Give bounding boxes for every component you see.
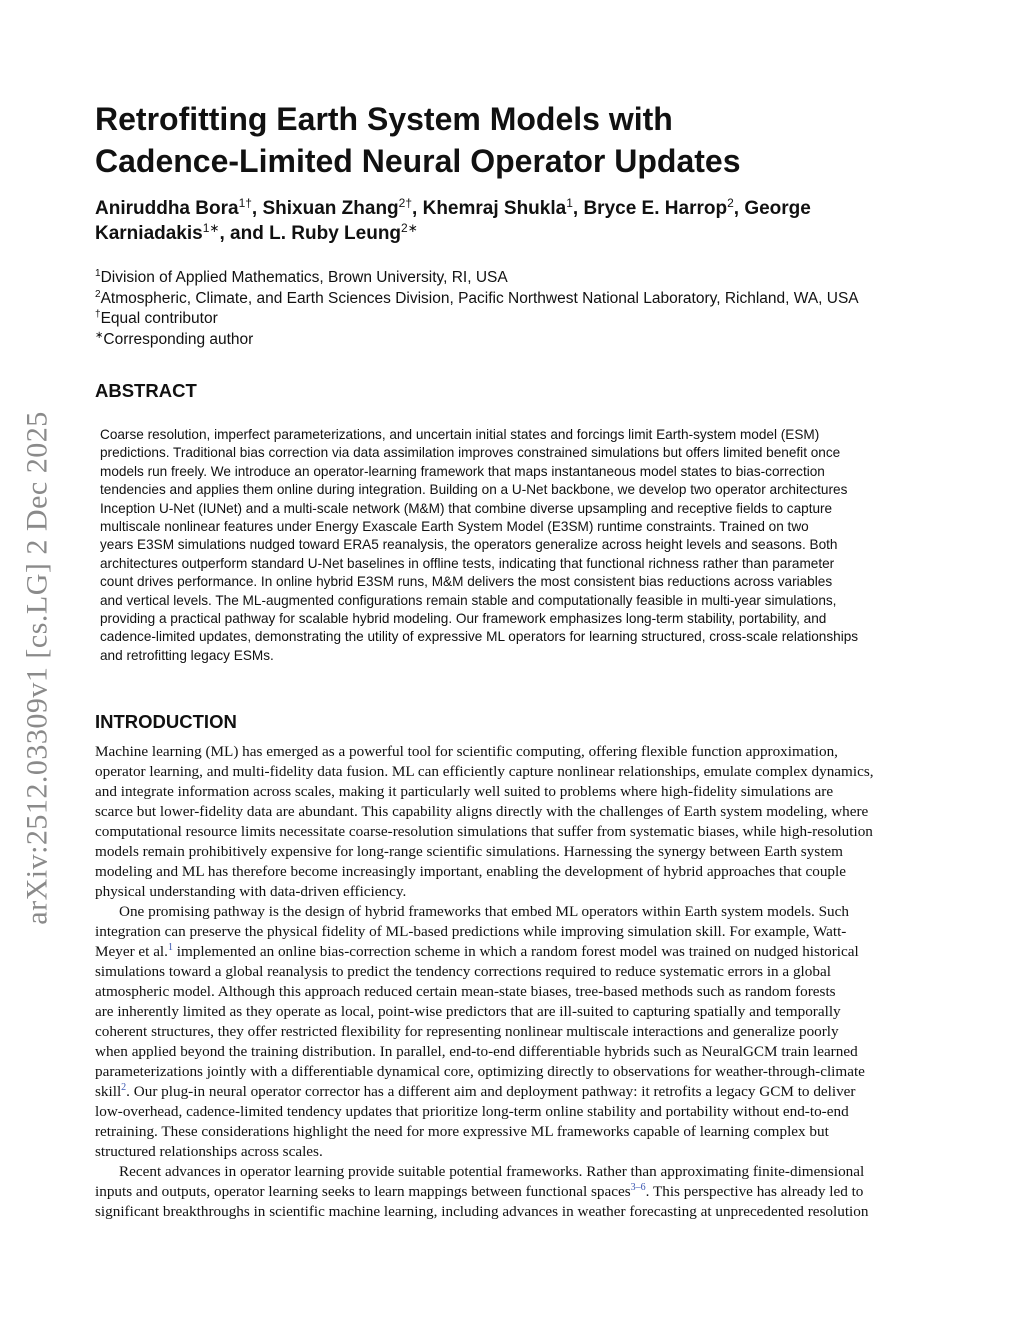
intro-paragraph-3 (95, 1162, 931, 1222)
abstract-line: providing a practical pathway for scalable hybrid modeling. Our framework emphasizes long-term stability, portability, and (100, 611, 827, 627)
affiliation-list (95, 268, 955, 350)
author-line-1 (95, 196, 935, 221)
intro-text: skill (95, 1083, 122, 1100)
arxiv-identifier: arXiv:2512.03309v1 [cs.LG] 2 Dec 2025 (21, 411, 54, 925)
abstract-heading: ABSTRACT (95, 380, 197, 401)
abstract-line: cadence-limited updates, demonstrating the utility of expressive ML operators for learning structured, cross-scale relationships (100, 629, 859, 645)
author-separator: , (412, 198, 423, 219)
abstract-line: count drives performance. In online hybrid E3SM runs, M&M delivers the most consistent bias reductions across variables (100, 574, 833, 590)
intro-line: operator learning, and multi-fidelity data fusion. ML can efficiently capture nonlinear relationships, emulate complex dynamics, (95, 763, 874, 780)
intro-line: One promising pathway is the design of hybrid frameworks that embed ML operators within Earth system models. Such (119, 903, 849, 920)
abstract-line: and retrofitting legacy ESMs. (100, 647, 274, 663)
author-line-2 (95, 221, 935, 246)
intro-paragraph-2 (95, 902, 931, 1162)
abstract-line: architectures outperform standard U-Net baselines in offline tests, indicating that functional richness rather than parameter (100, 555, 835, 571)
equal-contributor-note (95, 309, 955, 330)
author-affiliation-mark: 2 (727, 196, 734, 210)
affiliation-text: Division of Applied Mathematics, Brown University, RI, USA (100, 269, 508, 286)
intro-line (95, 942, 931, 962)
intro-line: scarce but lower-fidelity data are abundant. This capability aligns directly with the challenges of Earth system modeling, where (95, 803, 869, 820)
citation-link[interactable]: 1 (167, 942, 173, 953)
affiliation-2 (95, 289, 955, 310)
intro-line: when applied beyond the training distribution. In parallel, end-to-end differentiable hybrids such as NeuralGCM train learned (95, 1043, 858, 1060)
author-affiliation-mark: 1∗ (202, 221, 220, 235)
author-name: Bryce E. Harrop (583, 198, 728, 219)
citation-link[interactable]: 3–6 (630, 1182, 646, 1193)
intro-line: retraining. These considerations highlight the need for more expressive ML frameworks capable of learning complex but (95, 1123, 829, 1140)
intro-text: . This perspective has already led to (645, 1183, 864, 1200)
intro-line: coherent structures, they offer restricted flexibility for representing nonlinear multiscale interactions and generalize poorly (95, 1023, 839, 1040)
intro-line: structured relationships across scales. (95, 1143, 323, 1160)
affiliation-mark: † (95, 309, 101, 320)
abstract-line: predictions. Traditional bias correction via data assimilation improves constrained simulations but offers limited benefit once (100, 445, 841, 461)
intro-line: significant breakthroughs in scientific machine learning, including advances in weather forecasting at unprecedented resolution (95, 1203, 869, 1220)
intro-line: Machine learning (ML) has emerged as a powerful tool for scientific computing, offering flexible function approximation, (95, 743, 838, 760)
intro-paragraph-1 (95, 742, 931, 902)
intro-line: and integrate information across scales, making it particularly well suited to problems where high-fidelity simulations are (95, 783, 834, 800)
author-affiliation-mark: 1† (238, 196, 252, 210)
abstract-line: models run freely. We introduce an operator-learning framework that maps instantaneous model states to bias-correction (100, 463, 825, 479)
paper-title (95, 98, 915, 182)
author-name: Aniruddha Bora (95, 198, 239, 219)
affiliation-text: Equal contributor (100, 310, 218, 327)
intro-text: . Our plug-in neural operator corrector has a different aim and deployment pathway: it retrofits a legacy GCM to deliver (126, 1083, 856, 1100)
title-line-1: Retrofitting Earth System Models with (95, 101, 673, 137)
abstract-line: multiscale nonlinear features under Energy Exascale Earth System Model (E3SM) runtime constraints. Trained on two (100, 519, 809, 535)
intro-text: inputs and outputs, operator learning seeks to learn mappings between functional spaces (95, 1183, 631, 1200)
intro-line: parameterizations jointly with a differentiable dynamical core, optimizing directly to observations for weather-through-climate (95, 1063, 865, 1080)
abstract-body (100, 426, 926, 665)
intro-line: integration can preserve the physical fidelity of ML-based predictions while improving simulation skill. For example, Watt- (95, 923, 847, 940)
intro-text: Meyer et al. (95, 943, 168, 960)
abstract-line: tendencies and applies them online during integration. Building on a U-Net backbone, we develop two operator architectures (100, 482, 848, 498)
author-affiliation-mark: 1 (566, 196, 573, 210)
abstract-line: and vertical levels. The ML-augmented configurations remain stable and computationally feasible in multi-year simulations, (100, 592, 837, 608)
intro-line: are inherently limited as they operate as local, point-wise predictors that are ill-suited to capturing spatially and temporally (95, 1003, 841, 1020)
intro-line: atmospheric model. Although this approach reduced certain mean-state biases, tree-based methods such as random forests (95, 983, 836, 1000)
affiliation-1 (95, 268, 955, 289)
intro-line: modeling and ML has therefore become increasingly important, enabling the development of hybrid approaches that couple (95, 863, 846, 880)
abstract-line: Inception U-Net (IUNet) and a multi-scale network (M&M) that combine diverse upsampling and receptive fields to capture (100, 500, 833, 516)
abstract-line: Coarse resolution, imperfect parameterizations, and uncertain initial states and forcings limit Earth-system model (ESM) (100, 427, 820, 442)
intro-text: implemented an online bias-correction scheme in which a random forest model was trained on nudged historical (172, 943, 859, 960)
intro-line: Recent advances in operator learning provide suitable potential frameworks. Rather than approximating finite-dimensional (119, 1163, 865, 1180)
author-affiliation-mark: 2∗ (401, 221, 418, 235)
author-separator: , George (733, 198, 811, 219)
intro-line (95, 1182, 931, 1202)
author-separator: , (572, 198, 584, 219)
author-name: Khemraj Shukla (422, 198, 567, 219)
intro-line (95, 1082, 931, 1102)
author-name: L. Ruby Leung (269, 223, 402, 244)
affiliation-mark: 2 (95, 288, 101, 300)
affiliation-mark: 1 (95, 268, 101, 279)
affiliation-text: Corresponding author (103, 330, 254, 348)
author-name: Shixuan Zhang (262, 198, 399, 219)
title-line-2: Cadence-Limited Neural Operator Updates (95, 143, 741, 179)
author-separator: , (251, 198, 263, 219)
corresponding-author-note (95, 330, 955, 351)
introduction-heading: INTRODUCTION (95, 711, 237, 732)
intro-line: physical understanding with data-driven efficiency. (95, 883, 407, 900)
intro-line: simulations toward a global reanalysis to predict the tendency corrections required to reduce systematic errors in a global (95, 963, 831, 980)
author-list (95, 196, 935, 246)
author-separator: , and (219, 223, 270, 244)
citation-link[interactable]: 2 (121, 1082, 127, 1093)
abstract-line: years E3SM simulations nudged toward ERA5 reanalysis, the operators generalize across height levels and seasons. Both (100, 537, 838, 553)
author-name: Karniadakis (95, 223, 203, 244)
intro-line: computational resource limits necessitate coarse-resolution simulations that suffer from systematic biases, while high-resolution (95, 823, 873, 840)
author-affiliation-mark: 2† (398, 196, 413, 210)
arxiv-sidebar-stamp (16, 378, 60, 958)
affiliation-mark: ∗ (95, 329, 104, 341)
intro-line: models remain prohibitively expensive for long-range scientific simulations. Harnessing the synergy between Earth system (95, 843, 843, 860)
introduction-body (95, 742, 931, 1222)
affiliation-text: Atmospheric, Climate, and Earth Sciences Division, Pacific Northwest National Laboratory, Richland, WA, USA (100, 289, 859, 307)
intro-line: low-overhead, cadence-limited tendency updates that prioritize long-term online stability and portability without end-to-end (95, 1103, 849, 1120)
